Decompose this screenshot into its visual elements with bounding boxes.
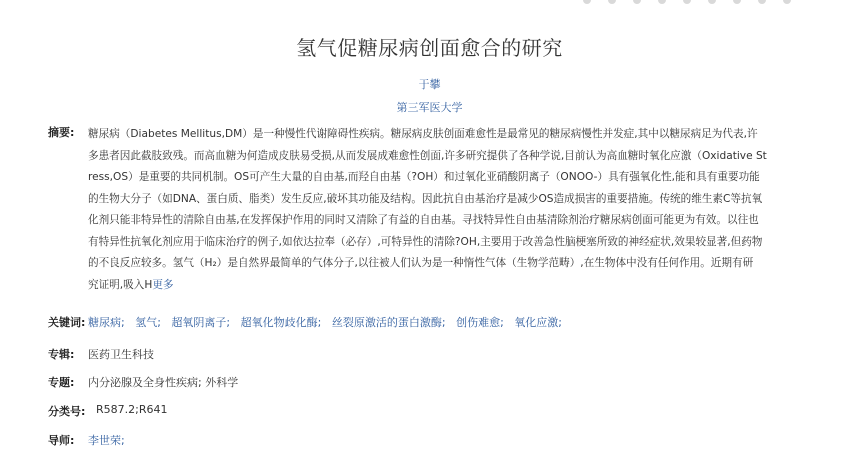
abstract-line: 究证明,吸入H [88,278,153,291]
tutor-link[interactable]: 李世荣; [88,434,125,447]
abstract-line: 的生物大分子（如DNA、蛋白质、脂类）发生反应,破坏其功能及结构。因此抗自由基治疗是减少OS造成损害的重要措施。传统的维生素C等抗氧 [88,192,763,205]
keywords-list [88,314,569,330]
keyword-link[interactable]: 创伤难愈; [456,316,504,329]
paper-title: 氢气促糖尿病创面愈合的研究 [296,36,563,60]
keyword-link[interactable]: 超氧阴离子; [171,316,231,329]
keyword-link[interactable]: 超氧化物歧化酶; [240,316,322,329]
keyword-link[interactable]: 氧化应激; [514,316,563,329]
top-decoration [0,0,859,6]
more-link[interactable]: 更多 [152,278,174,291]
abstract-line: 有特异性抗氧化剂应用于临床治疗的例子,如依达拉奉（必存）,可特异性的清除?OH,主要用于改善急性脑梗塞所致的神经症状,效果较显著,但药物 [88,235,763,248]
keyword-link[interactable]: 氢气; [135,316,161,329]
abstract-text [88,124,848,296]
abstract-label: 摘要: [48,126,75,139]
abstract-line: 化剂只能非特异性的清除自由基,在发挥保护作用的同时又清除了有益的自由基。寻找特异性自由基清除剂治疗糖尿病创面可能更为有效。以往也 [88,214,759,226]
author [0,76,859,92]
topic-label: 专题: [48,376,75,389]
classification-value: R587.2;R641 [96,403,168,416]
abstract-last-line [88,275,848,297]
keywords-label: 关键词: [48,316,86,329]
keyword-link[interactable]: 丝裂原激活的蛋白激酶; [331,316,446,329]
topic-value: 内分泌腺及全身性疾病; 外科学 [88,376,239,389]
journal-label: 专辑: [48,348,75,361]
affiliation [0,99,859,115]
abstract-line: 糖尿病（Diabetes Mellitus,DM）是一种慢性代谢障碍性疾病。糖尿病皮肤创面难愈性是最常见的糖尿病慢性并发症,其中以糖尿病足为代表,许 [88,128,758,140]
keyword-link[interactable]: 糖尿病; [88,316,125,329]
tutor-label: 导师: [48,434,75,447]
abstract-line: 的不良反应较多。氢气（H₂）是自然界最简单的气体分子,以往被人们认为是一种惰性气体（生物学范畴）,在生物体中没有任何作用。近期有研 [88,257,754,269]
author-link[interactable]: 于攀 [418,78,441,91]
journal-value: 医药卫生科技 [88,348,154,361]
abstract-section [48,124,850,304]
abstract-line: ress,OS）是重要的共同机制。OS可产生大量的自由基,而羟自由基（?OH）和过氧化亚硝酸阴离子（ONOO-）具有强氧化性,能和具有重要功能 [88,171,760,183]
tutor-value [88,432,125,448]
abstract-line: 多患者因此截肢致残。而高血糖为何造成皮肤易受损,从而发展成难愈性创面,许多研究提供了各种学说,目前认为高血糖时氧化应激（Oxidative St [88,149,767,162]
classification-label: 分类号: [48,405,86,418]
affiliation-link[interactable]: 第三军医大学 [396,101,463,114]
